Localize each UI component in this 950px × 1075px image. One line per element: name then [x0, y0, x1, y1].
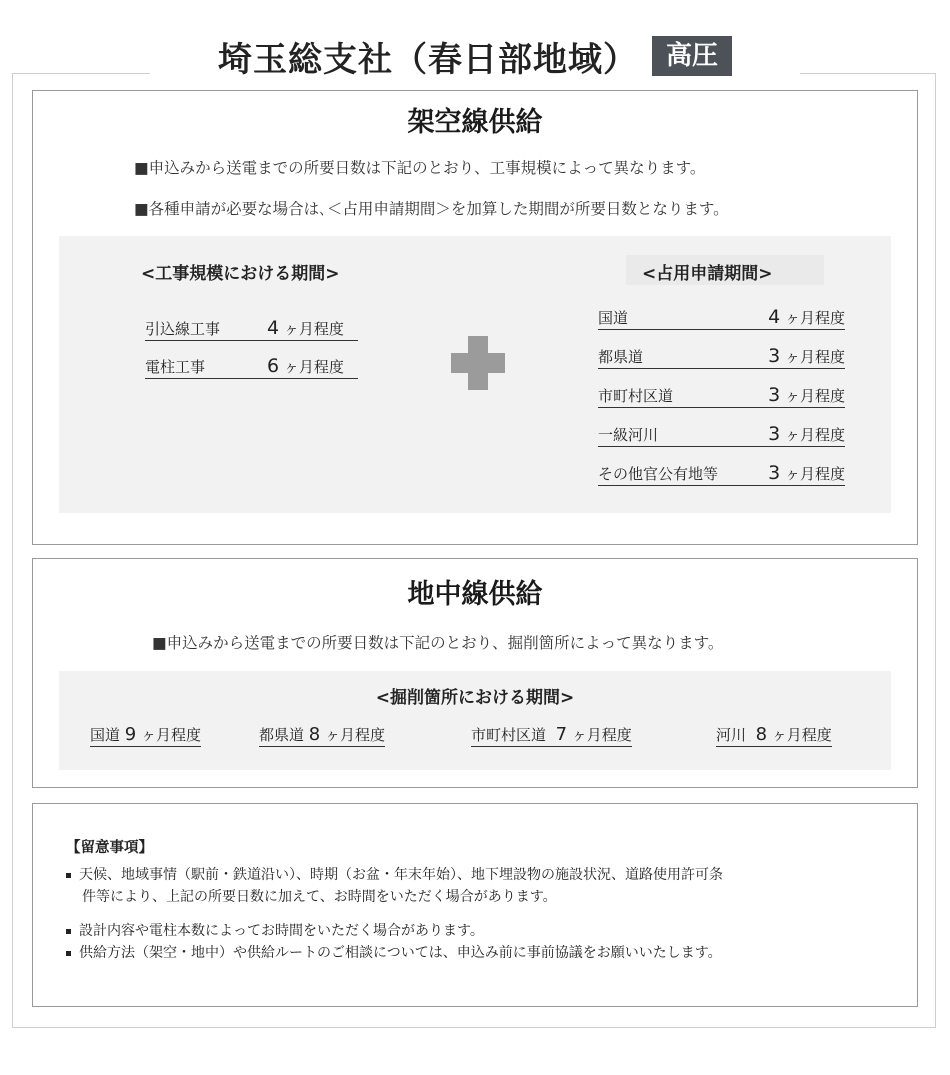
construction-row-label: 電柱工事 — [145, 358, 206, 376]
bullet-icon — [66, 951, 71, 956]
bullet-icon — [66, 873, 71, 878]
excavation-row-unit: ヶ月程度 — [325, 726, 386, 744]
plus-icon-bar — [451, 353, 505, 373]
underground-title: 地中線供給 — [407, 579, 543, 610]
construction-row-unit: ヶ月程度 — [283, 320, 344, 338]
occupancy-row-value: 3 — [768, 462, 781, 484]
occupancy-row-unit: ヶ月程度 — [784, 465, 845, 483]
excavation-row-value: 9 — [124, 724, 137, 745]
remark-item — [66, 942, 896, 964]
occupancy-row — [598, 307, 845, 330]
excavation-row-label: 国道 — [90, 726, 121, 744]
occupancy-row — [598, 424, 845, 447]
occupancy-row-label: 市町村区道 — [598, 387, 674, 405]
occupancy-row — [598, 346, 845, 369]
remark-text: 供給方法（架空・地中）や供給ルートのご相談については、申込み前に事前協議をお願いいたします。 — [79, 945, 722, 961]
remark-text-continued: 件等により、上記の所要日数に加えて、お時間をいただく場合があります。 — [82, 889, 557, 905]
excavation-row-value: 7 — [555, 724, 568, 745]
construction-row-unit: ヶ月程度 — [283, 358, 344, 376]
occupancy-row-value: 3 — [768, 423, 781, 445]
occupancy-row — [598, 385, 845, 408]
excavation-row-unit: ヶ月程度 — [141, 726, 202, 744]
overhead-title: 架空線供給 — [407, 107, 543, 138]
occupancy-row-label: 都県道 — [598, 348, 644, 366]
overhead-note-1: ■申込みから送電までの所要日数は下記のとおり、工事規模によって異なります。 — [134, 159, 706, 177]
excavation-row-value: 8 — [755, 724, 768, 745]
occupancy-row-unit: ヶ月程度 — [784, 348, 845, 366]
construction-heading: <工事規模における期間> — [141, 264, 340, 284]
remark-item — [66, 920, 896, 942]
occupancy-row-value: 4 — [768, 306, 781, 328]
occupancy-row-unit: ヶ月程度 — [784, 309, 845, 327]
occupancy-row-label: その他官公有地等 — [598, 465, 719, 483]
excavation-row-label: 都県道 — [259, 726, 305, 744]
voltage-badge: 高圧 — [652, 36, 732, 76]
page-title-text: 埼玉総支社（春日部地域） — [217, 39, 638, 80]
excavation-row-label: 河川 — [716, 726, 747, 744]
page-title — [150, 26, 800, 86]
occupancy-row-unit: ヶ月程度 — [784, 387, 845, 405]
occupancy-row-value: 3 — [768, 384, 781, 406]
excavation-heading: <掘削箇所における期間> — [375, 688, 575, 708]
occupancy-row-unit: ヶ月程度 — [784, 426, 845, 444]
excavation-row — [471, 724, 632, 747]
excavation-row-label: 市町村区道 — [471, 726, 547, 744]
remark-text: 天候、地域事情（駅前・鉄道沿い）、時期（お盆・年末年始）、地下埋設物の施設状況、道路使用許可条 — [79, 867, 723, 883]
occupancy-heading: <占用申請期間> — [642, 264, 773, 284]
construction-row-value: 6 — [267, 355, 280, 377]
construction-row — [145, 318, 358, 341]
excavation-row-value: 8 — [308, 724, 321, 745]
occupancy-row-label: 国道 — [598, 309, 629, 327]
underground-note: ■申込みから送電までの所要日数は下記のとおり、掘削箇所によって異なります。 — [152, 634, 724, 652]
excavation-row-unit: ヶ月程度 — [571, 726, 632, 744]
remark-item — [66, 864, 896, 908]
excavation-row — [90, 724, 201, 747]
remark-text: 設計内容や電柱本数によってお時間をいただく場合があります。 — [79, 923, 484, 939]
excavation-row — [259, 724, 385, 747]
excavation-row — [716, 724, 832, 747]
bullet-icon — [66, 929, 71, 934]
occupancy-row-label: 一級河川 — [598, 426, 659, 444]
construction-row — [145, 356, 358, 379]
construction-row-value: 4 — [267, 317, 280, 339]
occupancy-row — [598, 463, 845, 486]
excavation-row-unit: ヶ月程度 — [771, 726, 832, 744]
remarks-title: 【留意事項】 — [66, 840, 153, 856]
construction-row-label: 引込線工事 — [145, 320, 221, 338]
overhead-note-2: ■各種申請が必要な場合は､＜占用申請期間＞を加算した期間が所要日数となります。 — [134, 200, 729, 218]
occupancy-row-value: 3 — [768, 345, 781, 367]
